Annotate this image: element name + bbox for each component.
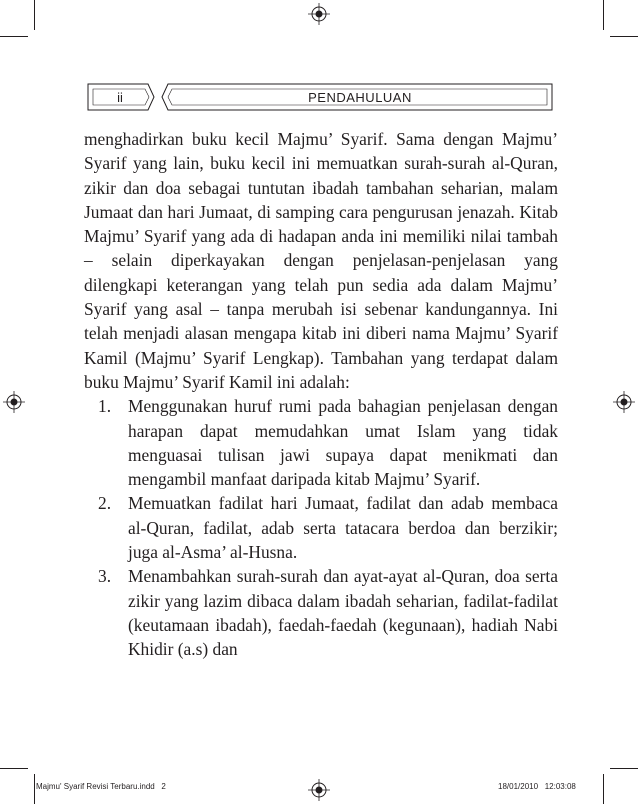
- list-item-text: Memuatkan fadilat hari Jumaat, fadilat dan adab membaca al-Quran, fadilat, adab serta tatacara berdoa dan berzikir; juga al-Asma’ al-Husna.: [128, 493, 558, 563]
- page-number: ii: [117, 89, 123, 105]
- crop-mark-top-right-vertical: [603, 0, 604, 30]
- crop-mark-bottom-right-vertical: [603, 774, 604, 804]
- list-item: [84, 491, 558, 564]
- list-item-number: 2.: [98, 493, 112, 514]
- list-item: [84, 394, 558, 491]
- registration-mark-left-icon: [3, 391, 25, 413]
- running-header: [84, 80, 558, 114]
- list-item-number: 1.: [98, 396, 112, 417]
- intro-paragraph: menghadirkan buku kecil Majmu’ Syarif. Sama dengan Majmu’ Syarif yang lain, buku kecil ini memuatkan surah-surah al-Quran, zikir dan doa sebagai tuntutan ibadah tambahan seharian, malam Jumaat dan hari Jumaat, di samping cara pengurusan jenazah. Kitab Majmu’ Syarif yang ada di hadapan anda ini memiliki nilai tambah – selain diperkayakan dengan penjelasan-penjelasan yang dilengkapi keterangan yang telah pun sedia ada dalam Majmu’ Syarif yang asal – tanpa merubah isi sebenar kandungannya. Ini telah menjadi alasan mengapa kitab ini diberi nama Majmu’ Syarif Kamil (Majmu’ Syarif Lengkap). Tambahan yang terdapat dalam buku Majmu’ Syarif Kamil ini adalah:: [84, 129, 558, 392]
- list-item-number: 3.: [98, 566, 112, 587]
- list-item-text: Menggunakan huruf rumi pada bahagian penjelasan dengan harapan dapat memudahkan umat Islam yang tidak menguasai tulisan jawi supaya dapat menikmati dan mengambil manfaat daripada kitab Majmu’ Syarif.: [128, 396, 558, 490]
- registration-mark-top-icon: [308, 3, 330, 25]
- crop-mark-bottom-left-horizontal: [0, 768, 28, 769]
- list-item-text: Menambahkan surah-surah dan ayat-ayat al-Quran, doa serta zikir yang lazim dibaca dalam ibadah seharian, fadilat-fadilat (keutamaan ibadah), faedah-faedah (kegunaan), hadiah Nabi Khidir (a.s) dan: [128, 566, 558, 660]
- crop-mark-top-left-vertical: [34, 0, 35, 30]
- registration-mark-bottom-icon: [308, 779, 330, 801]
- crop-mark-top-left-horizontal: [0, 36, 28, 37]
- additions-list: [84, 394, 558, 661]
- crop-mark-bottom-right-horizontal: [610, 768, 638, 769]
- section-title: PENDAHULUAN: [308, 89, 412, 105]
- crop-mark-top-right-horizontal: [610, 36, 638, 37]
- slug-filename: Majmu' Syarif Revisi Terbaru.indd 2: [36, 782, 166, 791]
- list-item: [84, 564, 558, 661]
- slug-datetime: 18/01/2010 12:03:08: [498, 782, 576, 791]
- registration-mark-right-icon: [613, 391, 635, 413]
- crop-mark-bottom-left-vertical: [34, 774, 35, 804]
- body-text: [84, 127, 558, 662]
